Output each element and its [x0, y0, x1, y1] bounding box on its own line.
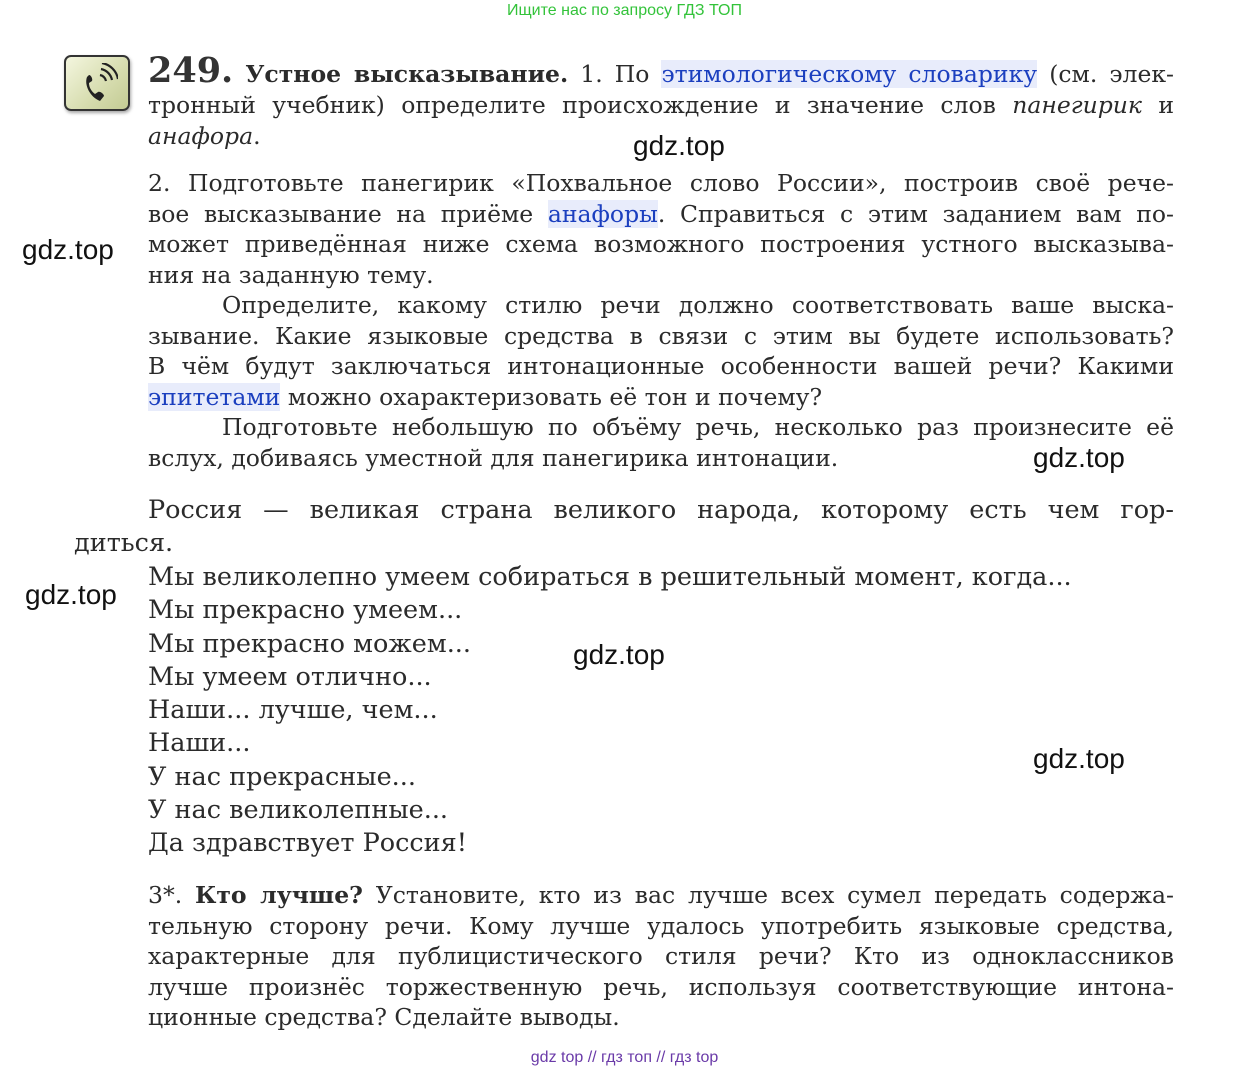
word-panegyric: панегирик — [1012, 91, 1142, 119]
speech-line: Мы прекрасно умеем... — [148, 595, 463, 626]
watermark: gdz.top — [22, 234, 114, 265]
speech-line: диться. — [74, 528, 174, 558]
watermark: gdz.top — [1033, 442, 1125, 473]
exercise-number: 249. — [148, 50, 234, 91]
watermark: gdz.top — [1033, 743, 1125, 774]
speech-line: У нас прекрасные... — [148, 761, 416, 792]
watermark: gdz.top — [633, 130, 725, 161]
who-is-better-heading: Кто лучше? — [194, 881, 363, 909]
top-banner: Ищите нас по запросу ГДЗ ТОП — [507, 2, 742, 19]
speech-line: У нас великолепные... — [148, 795, 449, 826]
epithets-link[interactable]: эпитетами — [148, 382, 281, 411]
speech-line: Мы великолепно умеем собираться в решительный момент, когда... — [148, 562, 1072, 592]
watermark: gdz.top — [25, 579, 117, 610]
prepare-speech-paragraph: Подготовьте небольшую по объёму речь, несколько раз произнесите её вслух, добиваясь уместной для панегирика интонации. — [148, 413, 1174, 472]
speaking-phone-icon — [64, 55, 130, 111]
word-anaphora: анафора — [148, 121, 254, 150]
speech-scheme — [148, 494, 1174, 527]
speech-line: Да здравствует Россия! — [148, 828, 467, 859]
exercise-heading: Устное высказывание. — [245, 60, 569, 88]
task-3-paragraph: 3*. Кто лучше? Установите, кто из вас лучше всех сумел передать содержа- тельную сторону речи. Кому лучше удалось употребить языковые средства, характерные для публицистического стиля речи? Кто из одноклассников лучше произнёс торжественную речь, используя соответствующие интона- ционные средства? Сделайте выводы. — [148, 881, 1174, 1031]
style-questions-paragraph: Определите, какому стилю речи должно соответствовать ваше выска- зывание. Какие языковые средства в связи с этим вы будете использовать? В чём будут заключаться интонационные особенности вашей речи? Какими эпитетами можно охарактеризовать её тон и почему? — [148, 291, 1174, 411]
speech-line: Мы прекрасно можем... — [148, 628, 472, 659]
bottom-banner: gdz top // гдз топ // гдз top — [530, 1049, 719, 1066]
anaphora-link[interactable]: анафоры — [547, 199, 658, 228]
etymology-dictionary-link[interactable]: этимологическому словарику — [661, 60, 1038, 88]
task-1-paragraph: 249. Устное высказывание. 1. По этимологическому словарику (см. элек- тронный учебник) определите происхождение и значение слов панегирик и анафора. — [148, 50, 1174, 150]
speech-line: Наши... — [148, 728, 251, 759]
speech-line: Мы умеем отлично... — [148, 661, 432, 692]
speech-line: Россия — великая страна великого народа, которому есть чем гор- — [148, 495, 1174, 525]
task-2-paragraph: 2. Подготовьте панегирик «Похвальное слово России», построив своё рече- вое высказывание на приёме анафоры. Справиться с этим заданием вам по- может приведённая ниже схема возможного построения устного высказыва- ния на заданную тему. — [148, 169, 1174, 289]
watermark: gdz.top — [573, 639, 665, 670]
speech-line: Наши... лучше, чем... — [148, 695, 438, 726]
speech-list — [148, 561, 1174, 861]
